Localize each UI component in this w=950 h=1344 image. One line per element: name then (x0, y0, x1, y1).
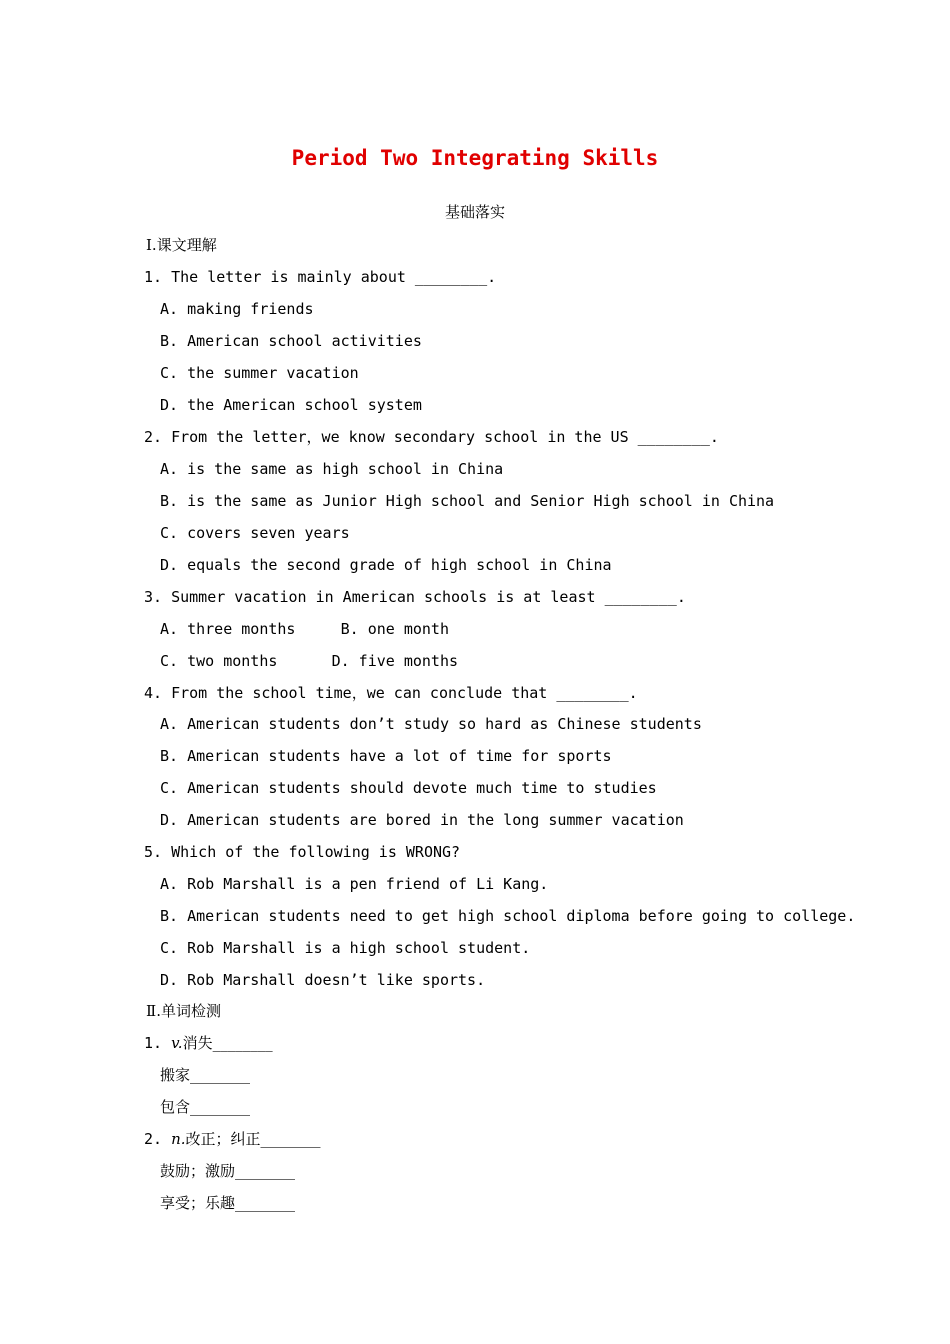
question-option: D. American students are bored in the long summer vacation (160, 811, 684, 829)
vocab-item: 鼓励；激励________ (160, 1162, 296, 1180)
question-option: C. covers seven years (160, 524, 350, 542)
vocab-number: 1. (144, 1034, 172, 1052)
question-option: B. American students have a lot of time for sports (160, 747, 612, 765)
question-option: D. equals the second grade of high school in China (160, 556, 612, 574)
section-subtitle: 基础落实 (444, 203, 505, 221)
question-option: A. American students don’t study so hard as Chinese students (160, 715, 702, 733)
vocab-group-2 (144, 1131, 321, 1147)
vocab-item: 改正；纠正________ (185, 1130, 321, 1148)
question-option: A. is the same as high school in China (160, 460, 504, 478)
question-stem: 4. From the school time，we can conclude that ________. (144, 684, 638, 702)
question-stem: 5. Which of the following is WRONG? (144, 843, 461, 861)
vocab-item: 包含________ (160, 1098, 251, 1116)
question-option: B. is the same as Junior High school and Senior High school in China (160, 492, 775, 510)
page-title: Period Two Integrating Skills (291, 146, 659, 170)
question-option: C. Rob Marshall is a high school student. (160, 939, 531, 957)
section-heading-comprehension: Ⅰ.课文理解 (146, 236, 217, 254)
vocab-item: 享受；乐趣________ (160, 1194, 296, 1212)
question-option: C. American students should devote much time to studies (160, 779, 657, 797)
vocab-item: 搬家________ (160, 1066, 251, 1084)
question-option: A. making friends (160, 300, 314, 318)
question-stem: 1. The letter is mainly about ________. (144, 268, 497, 286)
question-option: D. Rob Marshall doesn’t like sports. (160, 971, 486, 989)
vocab-group-1 (144, 1035, 273, 1051)
question-option: D. the American school system (160, 396, 422, 414)
question-option: C. two months D. five months (160, 652, 459, 670)
part-of-speech: n. (171, 1130, 186, 1148)
question-stem: 2. From the letter，we know secondary school in the US ________. (144, 428, 719, 446)
question-stem: 3. Summer vacation in American schools is at least ________. (144, 588, 686, 606)
question-option: B. American students need to get high school diploma before going to college. (160, 907, 856, 925)
question-option: A. three months B. one month (160, 620, 449, 638)
vocab-item: 消失________ (182, 1034, 273, 1052)
question-option: C. the summer vacation (160, 364, 359, 382)
vocab-number: 2. (144, 1130, 172, 1148)
question-option: B. American school activities (160, 332, 422, 350)
question-option: A. Rob Marshall is a pen friend of Li Kang. (160, 875, 549, 893)
part-of-speech: v. (171, 1034, 183, 1052)
section-heading-vocabulary: Ⅱ.单词检测 (146, 1002, 221, 1020)
